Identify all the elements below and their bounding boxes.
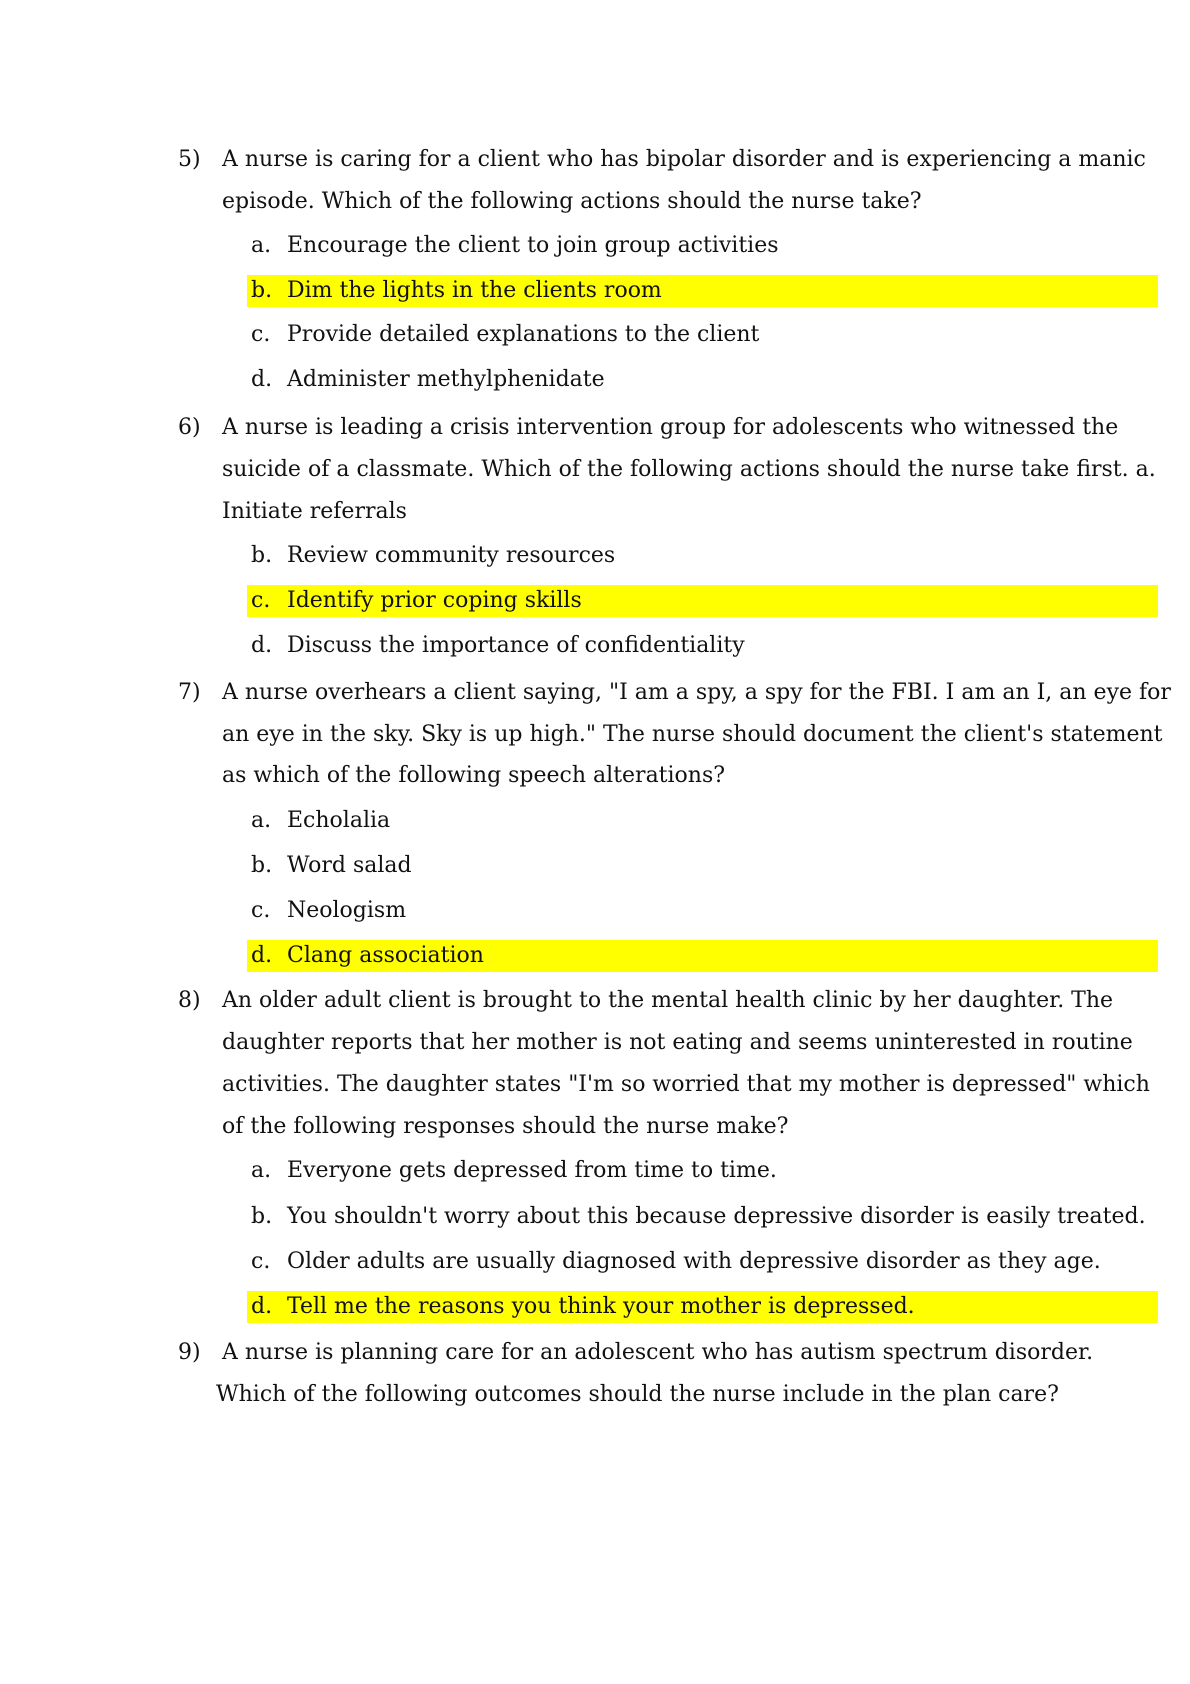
- option-letter: b.: [251, 853, 273, 878]
- question-9-text-line-1: A nurse is planning care for an adolescent who has autism spectrum disorder.: [222, 1340, 1094, 1365]
- question-6-text-line-3: Initiate referrals: [222, 499, 407, 524]
- question-8-option-d-highlighted: [247, 1291, 1158, 1323]
- question-7-option-a: [247, 805, 1158, 837]
- question-5-text-line-2: episode. Which of the following actions should the nurse take?: [222, 189, 922, 214]
- option-text: Word salad: [287, 853, 412, 878]
- option-text: Tell me the reasons you think your mother is depressed.: [287, 1294, 915, 1319]
- question-7-number: 7): [178, 680, 201, 705]
- question-5-number: 5): [178, 147, 201, 172]
- question-6-text-line-1: A nurse is leading a crisis intervention group for adolescents who witnessed the: [222, 415, 1119, 440]
- question-8-number: 8): [178, 988, 201, 1013]
- question-8-option-a: [247, 1155, 1158, 1187]
- option-letter: b.: [251, 1204, 273, 1229]
- option-letter: c.: [251, 898, 271, 923]
- question-7-option-c: [247, 895, 1158, 927]
- question-7-text-line-1: A nurse overhears a client saying, "I am a spy, a spy for the FBI. I am an I, an eye for: [222, 680, 1171, 705]
- question-6-text-line-2: suicide of a classmate. Which of the following actions should the nurse take first. a.: [222, 457, 1156, 482]
- question-6-number: 6): [178, 415, 201, 440]
- question-5-option-b-highlighted: [247, 275, 1158, 307]
- question-9-text-line-2: Which of the following outcomes should the nurse include in the plan care?: [216, 1382, 1059, 1407]
- option-text: Dim the lights in the clients room: [287, 278, 662, 303]
- question-8-option-b: [247, 1201, 1158, 1233]
- question-8-text-line-2: daughter reports that her mother is not eating and seems uninterested in routine: [222, 1030, 1133, 1055]
- option-text: Older adults are usually diagnosed with depressive disorder as they age.: [287, 1249, 1101, 1274]
- question-8-option-c: [247, 1246, 1158, 1278]
- option-text: Everyone gets depressed from time to time.: [287, 1158, 777, 1183]
- question-5-option-d: [247, 364, 1158, 396]
- option-letter: b.: [251, 278, 273, 303]
- question-6-option-c-highlighted: [247, 585, 1158, 617]
- question-9-number: 9): [178, 1340, 201, 1365]
- option-text: Review community resources: [287, 543, 616, 568]
- question-7-option-d-highlighted: [247, 940, 1158, 972]
- option-letter: c.: [251, 588, 271, 613]
- question-8-text-line-3: activities. The daughter states "I'm so worried that my mother is depressed" which: [222, 1072, 1150, 1097]
- question-8-text-line-1: An older adult client is brought to the mental health clinic by her daughter. The: [222, 988, 1114, 1013]
- option-letter: d.: [251, 943, 273, 968]
- option-text: Identify prior coping skills: [287, 588, 582, 613]
- option-letter: d.: [251, 367, 273, 392]
- question-6-option-b: [247, 540, 1158, 572]
- option-text: Echolalia: [287, 808, 391, 833]
- question-5-option-c: [247, 319, 1158, 351]
- option-letter: c.: [251, 1249, 271, 1274]
- question-6-option-d: [247, 630, 1158, 662]
- option-text: Provide detailed explanations to the client: [287, 322, 760, 347]
- option-letter: d.: [251, 1294, 273, 1319]
- question-5-text-line-1: A nurse is caring for a client who has bipolar disorder and is experiencing a manic: [222, 147, 1146, 172]
- option-text: Administer methylphenidate: [287, 367, 605, 392]
- option-letter: d.: [251, 633, 273, 658]
- question-5-option-a: [247, 230, 1158, 262]
- question-7-text-line-2: an eye in the sky. Sky is up high." The nurse should document the client's statement: [222, 722, 1163, 747]
- option-letter: c.: [251, 322, 271, 347]
- option-letter: b.: [251, 543, 273, 568]
- question-7-text-line-3: as which of the following speech alterations?: [222, 763, 726, 788]
- option-text: Discuss the importance of confidentiality: [287, 633, 745, 658]
- option-letter: a.: [251, 808, 272, 833]
- option-text: Encourage the client to join group activities: [287, 233, 779, 258]
- option-text: Clang association: [287, 943, 484, 968]
- option-text: Neologism: [287, 898, 407, 923]
- option-letter: a.: [251, 233, 272, 258]
- question-7-option-b: [247, 850, 1158, 882]
- option-text: You shouldn't worry about this because depressive disorder is easily treated.: [287, 1204, 1146, 1229]
- option-letter: a.: [251, 1158, 272, 1183]
- question-8-text-line-4: of the following responses should the nurse make?: [222, 1114, 789, 1139]
